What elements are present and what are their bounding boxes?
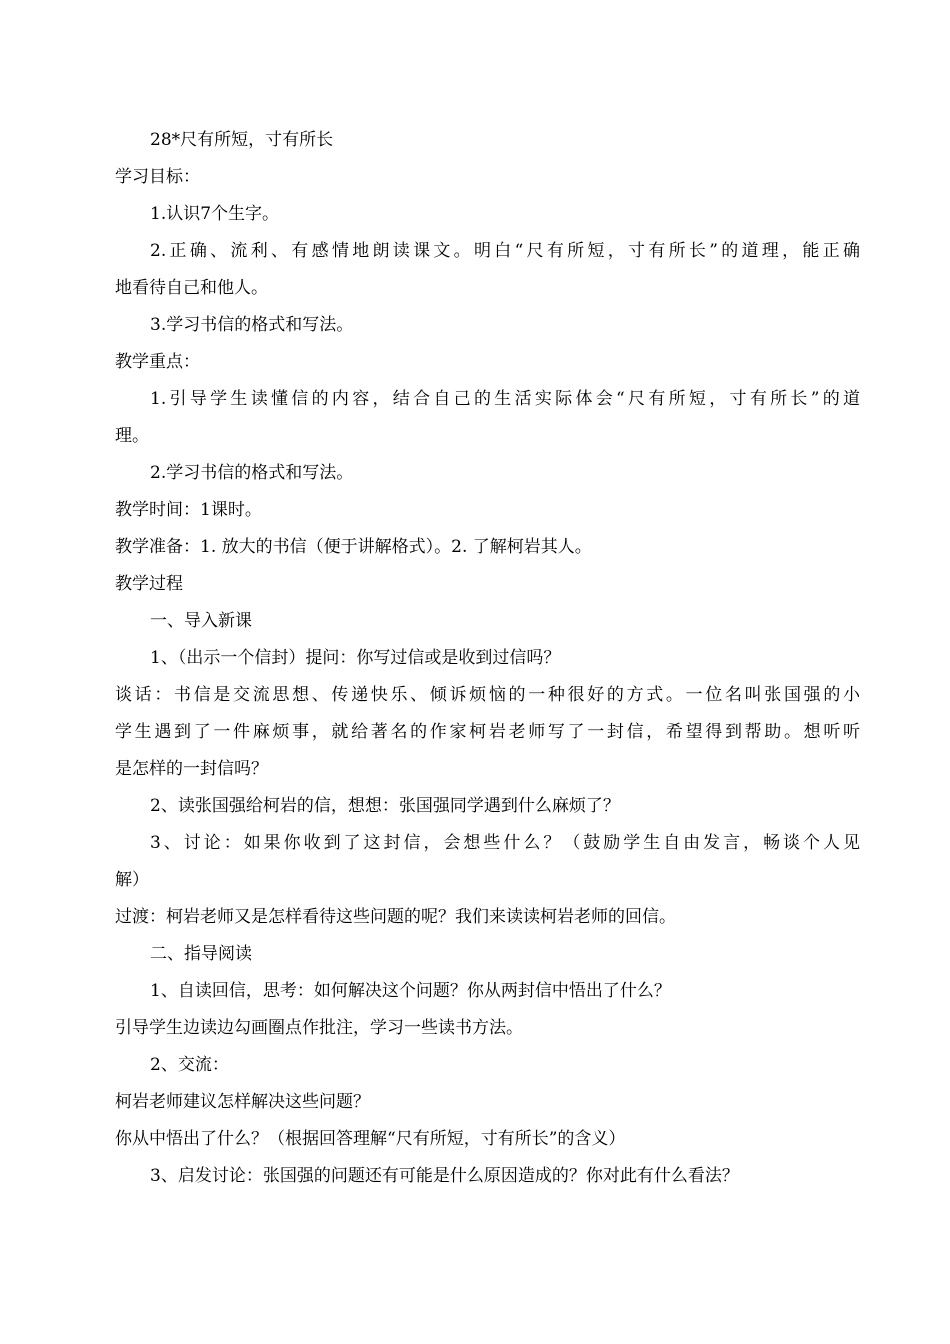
section-1-step-3-line-2: 解） [115, 870, 149, 890]
question-1: 柯岩老师建议怎样解决这些问题？ [115, 1092, 370, 1112]
talk-paragraph-line-1: 谈话：书信是交流思想、传递快乐、倾诉烦恼的一种很好的方式。一位名叫张国强的小 [115, 685, 860, 705]
goal-item-2-line-2: 地看待自己和他人。 [115, 278, 268, 298]
question-2: 你从中悟出了什么？（根据回答理解“尺有所短，寸有所长”的含义） [115, 1129, 626, 1149]
heading-learning-goals: 学习目标： [115, 167, 200, 187]
talk-paragraph-line-2: 学生遇到了一件麻烦事，就给著名的作家柯岩老师写了一封信，希望得到帮助。想听听 [115, 722, 860, 742]
lesson-title: 28*尺有所短，寸有所长 [150, 130, 334, 150]
section-1-step-2: 2、读张国强给柯岩的信，想想：张国强同学遇到什么麻烦了？ [150, 796, 620, 816]
teaching-time: 教学时间：1课时。 [115, 500, 262, 520]
section-2-step-3: 3、启发讨论：张国强的问题还有可能是什么原因造成的？你对此有什么看法？ [150, 1166, 739, 1186]
goal-item-1: 1.认识7个生字。 [150, 204, 280, 224]
section-2-step-2: 2、交流： [150, 1055, 229, 1075]
transition-paragraph: 过渡：柯岩老师又是怎样看待这些问题的呢？我们来读读柯岩老师的回信。 [115, 907, 676, 927]
section-1-title: 一、导入新课 [150, 611, 252, 631]
section-2-step-1: 1、自读回信，思考：如何解决这个问题？你从两封信中悟出了什么？ [150, 981, 671, 1001]
talk-paragraph-line-3: 是怎样的一封信吗？ [115, 759, 268, 779]
goal-item-2-line-1: 2.正确、流利、有感情地朗读课文。明白“尺有所短，寸有所长”的道理，能正确 [150, 241, 860, 261]
section-1-step-3-line-1: 3、讨论：如果你收到了这封信，会想些什么？（鼓励学生自由发言，畅谈个人见 [150, 833, 860, 853]
heading-teaching-process: 教学过程 [115, 574, 183, 594]
key-point-2: 2.学习书信的格式和写法。 [150, 463, 354, 483]
key-point-1-line-2: 理。 [115, 426, 149, 446]
section-2-title: 二、指导阅读 [150, 944, 252, 964]
guide-paragraph: 引导学生边读边勾画圈点作批注，学习一些读书方法。 [115, 1018, 523, 1038]
teaching-preparation: 教学准备：1. 放大的书信（便于讲解格式）。2. 了解柯岩其人。 [115, 537, 592, 557]
goal-item-3: 3.学习书信的格式和写法。 [150, 315, 354, 335]
heading-key-points: 教学重点： [115, 352, 200, 372]
section-1-step-1: 1、（出示一个信封）提问：你写过信或是收到过信吗？ [150, 648, 561, 668]
key-point-1-line-1: 1.引导学生读懂信的内容，结合自己的生活实际体会“尺有所短，寸有所长”的道 [150, 389, 860, 409]
